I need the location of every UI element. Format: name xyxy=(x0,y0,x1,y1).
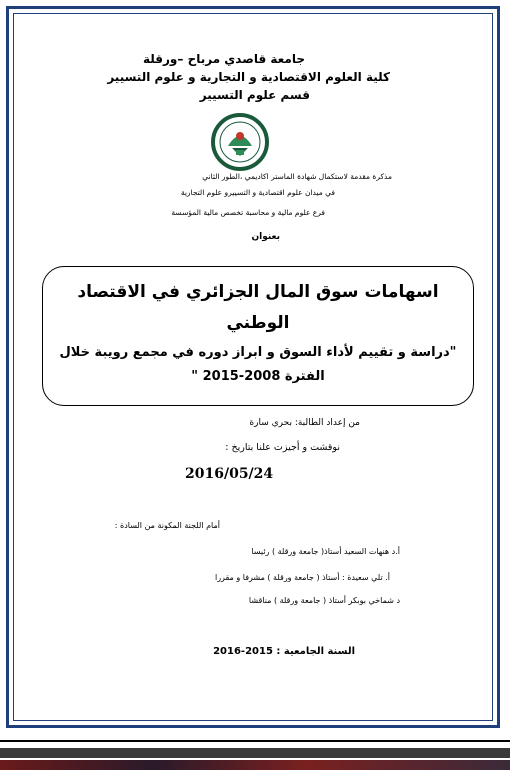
academic-year: السنة الجامعية : 2015-2016 xyxy=(213,646,355,657)
jury-member: د شماخي بوبكر أستاذ ( جامعة ورقلة ) مناقشا xyxy=(248,596,400,605)
footer-band-dark xyxy=(0,748,510,758)
prepared-by: من إعداد الطالبة: بحري سارة xyxy=(249,418,360,428)
thesis-title: اسهامات سوق المال الجزائري في الاقتصاد الوطني xyxy=(77,282,439,333)
memo-line-3: فرع علوم مالية و محاسبة تخصص مالية المؤسسة xyxy=(171,208,325,217)
thesis-title-box xyxy=(42,266,474,406)
faculty-name: كلية العلوم الاقتصادية و التجارية و علوم التسيير xyxy=(107,70,390,84)
university-seal-icon xyxy=(210,112,270,172)
defended-label: نوقشت و أجيزت علنا بتاريخ : xyxy=(225,442,340,453)
footer-rule xyxy=(0,740,510,742)
footer-band-color xyxy=(0,760,510,770)
university-name: جامعة قاصدي مرباح –ورقلة xyxy=(142,52,305,66)
jury-member: أ. تلي سعيدة : أستاذ ( جامعة ورقلة ) مشرفا و مقررا xyxy=(214,573,390,582)
title-label: بعنوان xyxy=(251,232,280,242)
memo-line-2: في ميدان علوم اقتصادية و التسييرو علوم التجارية xyxy=(180,188,335,197)
jury-heading: أمام اللجنة المكونة من السادة : xyxy=(114,521,220,530)
department-name: قسم علوم التسيير xyxy=(199,88,310,102)
defense-date: 2016/05/24 xyxy=(185,466,274,482)
memo-line-1: مذكرة مقدمة لاستكمال شهادة الماستر اكاديمي ،الطور الثاني xyxy=(202,172,392,181)
thesis-subtitle: "دراسة و تقييم لأداء السوق و ابراز دوره في مجمع رويبة خلال الفترة 2008-2015 " xyxy=(59,345,457,384)
jury-member: أ.د هنهات السعيد أستاذ( جامعة ورقلة ) رئيسا xyxy=(251,547,400,556)
